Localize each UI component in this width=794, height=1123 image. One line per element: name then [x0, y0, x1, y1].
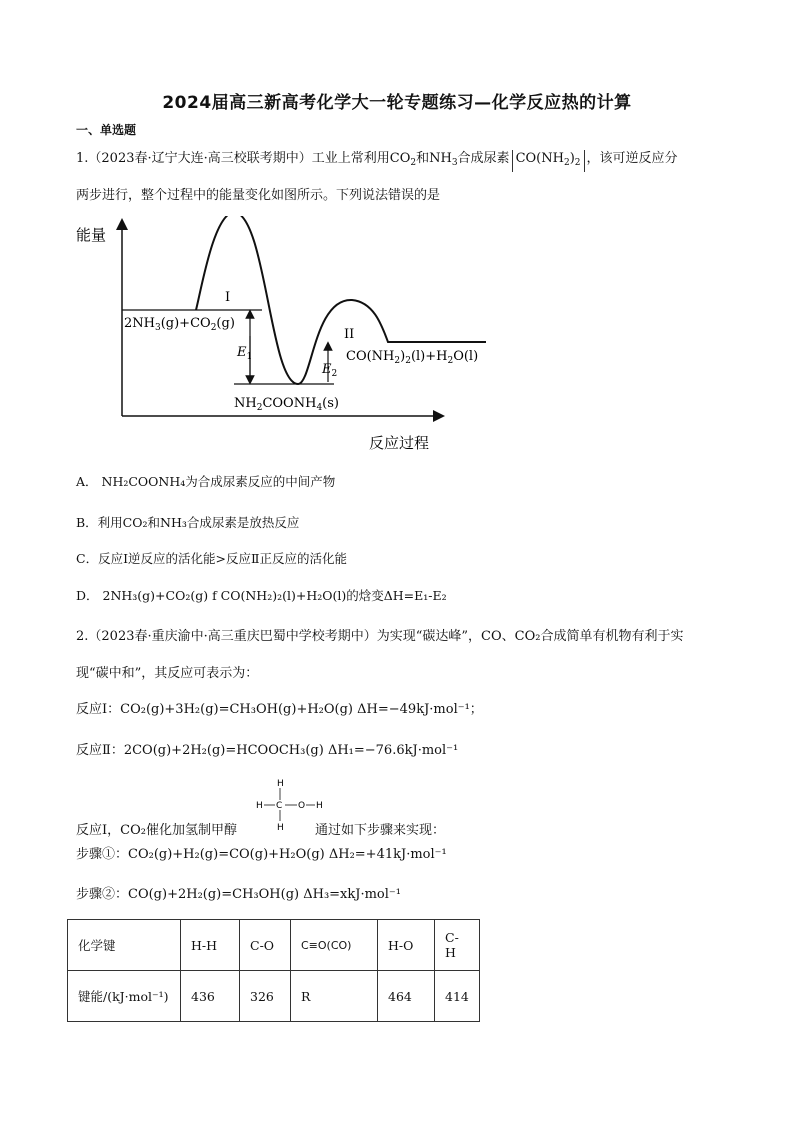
reaction-1: 反应Ⅰ：CO₂(g)+3H₂(g)=CH₃OH(g)+H₂O(g) ΔH=−49kJ·mol⁻¹； [76, 702, 483, 717]
question-2-stem: 2.（2023春·重庆渝中·高三重庆巴蜀中学校考期中）为实现“碳达峰”，CO、CO₂合成简单有机物有利于实 [76, 629, 684, 644]
table-cell: 414 [435, 971, 480, 1022]
bond-energy-table [67, 919, 480, 1022]
methanol-o: O [298, 801, 306, 811]
question-1-stem-line2: 两步进行，整个过程中的能量变化如图所示。下列说法错误的是 [76, 188, 441, 203]
table-cell: 326 [240, 971, 291, 1022]
table-cell: R [291, 971, 378, 1022]
table-header-cell: H-O [378, 920, 435, 971]
table-header-cell: 化学键 [68, 920, 181, 971]
e2-label: $E_2$ [322, 362, 338, 379]
q1-text-d: ，该可逆反应分 [586, 151, 678, 166]
table-header-cell: H-H [181, 920, 240, 971]
reaction-3-suffix: 通过如下步骤来实现： [314, 823, 445, 838]
e1-label: $E_1$ [237, 345, 253, 362]
table-cell: 464 [378, 971, 435, 1022]
q1-sub-a: 2 [410, 158, 417, 168]
option-b: B．利用CO₂和NH₃合成尿素是放热反应 [76, 515, 300, 530]
table-cell: 键能/(kJ·mol⁻¹) [68, 971, 181, 1022]
q1-text-c: 合成尿素 [457, 151, 510, 166]
y-axis-label: 能量 [76, 226, 107, 244]
intermediate-label: $NH_2COONH_4(s)$ [234, 396, 339, 413]
q1-sub-b: 3 [451, 158, 458, 168]
q1-text-b: 和NH [416, 151, 452, 166]
option-d: D． 2NH₃(g)+CO₂(g) f CO(NH₂)₂(l)+H₂O(l)的焓变ΔH=E₁-E₂ [76, 588, 447, 603]
reaction-3-prefix: 反应Ⅰ，CO₂催化加氢制甲醇 [76, 823, 237, 838]
products-label: $CO(NH_2)_2(l)+H_2O(l)$ [346, 349, 479, 366]
table-cell: 436 [181, 971, 240, 1022]
question-2-stem-line2: 现“碳中和”，其反应可表示为： [76, 666, 259, 681]
table-header-row [68, 920, 480, 971]
reactants-label: $2NH_3(g)+CO_2(g)$ [124, 316, 235, 333]
urea-sub-outer: 2 [574, 158, 581, 168]
urea-formula-text: CO(NH [515, 151, 564, 166]
methanol-h-left: H [256, 801, 263, 811]
step-2: 步骤②：CO(g)+2H₂(g)=CH₃OH(g) ΔH₃=xkJ·mol⁻¹ [76, 887, 401, 902]
methanol-h-bottom: H [277, 823, 284, 832]
table-header-cell: C≡O(CO) [291, 920, 378, 971]
step-1: 步骤①：CO₂(g)+H₂(g)=CO(g)+H₂O(g) ΔH₂=+41kJ·mol⁻¹ [76, 847, 447, 862]
peak-1-label: I [225, 290, 231, 305]
option-a: A． NH₂COONH₄为合成尿素反应的中间产物 [76, 474, 336, 489]
urea-formula [512, 150, 585, 172]
urea-sub-inner: 2 [563, 158, 570, 168]
methanol-h-top: H [277, 779, 284, 789]
reaction-2: 反应Ⅱ：2CO(g)+2H₂(g)=HCOOCH₃(g) ΔH₁=−76.6kJ·mol⁻¹ [76, 743, 459, 758]
page-title: 2024届高三新高考化学大一轮专题练习—化学反应热的计算 [162, 93, 632, 113]
x-axis-label: 反应过程 [369, 434, 430, 452]
section-heading: 一、单选题 [76, 123, 137, 137]
methanol-h-right: H [316, 801, 323, 811]
q1-text-a: 1.（2023春·辽宁大连·高三校联考期中）工业上常利用CO [76, 151, 411, 166]
table-header-cell: C-H [435, 920, 480, 971]
methanol-c: C [276, 801, 283, 811]
question-1-stem [76, 150, 678, 172]
urea-close-paren: ) [569, 151, 575, 166]
table-row [68, 971, 480, 1022]
energy-diagram [74, 216, 514, 456]
peak-2-label: II [344, 327, 355, 342]
option-c: C．反应Ⅰ逆反应的活化能>反应Ⅱ正反应的活化能 [76, 551, 347, 566]
table-header-cell: C-O [240, 920, 291, 971]
methanol-structure [256, 776, 326, 832]
